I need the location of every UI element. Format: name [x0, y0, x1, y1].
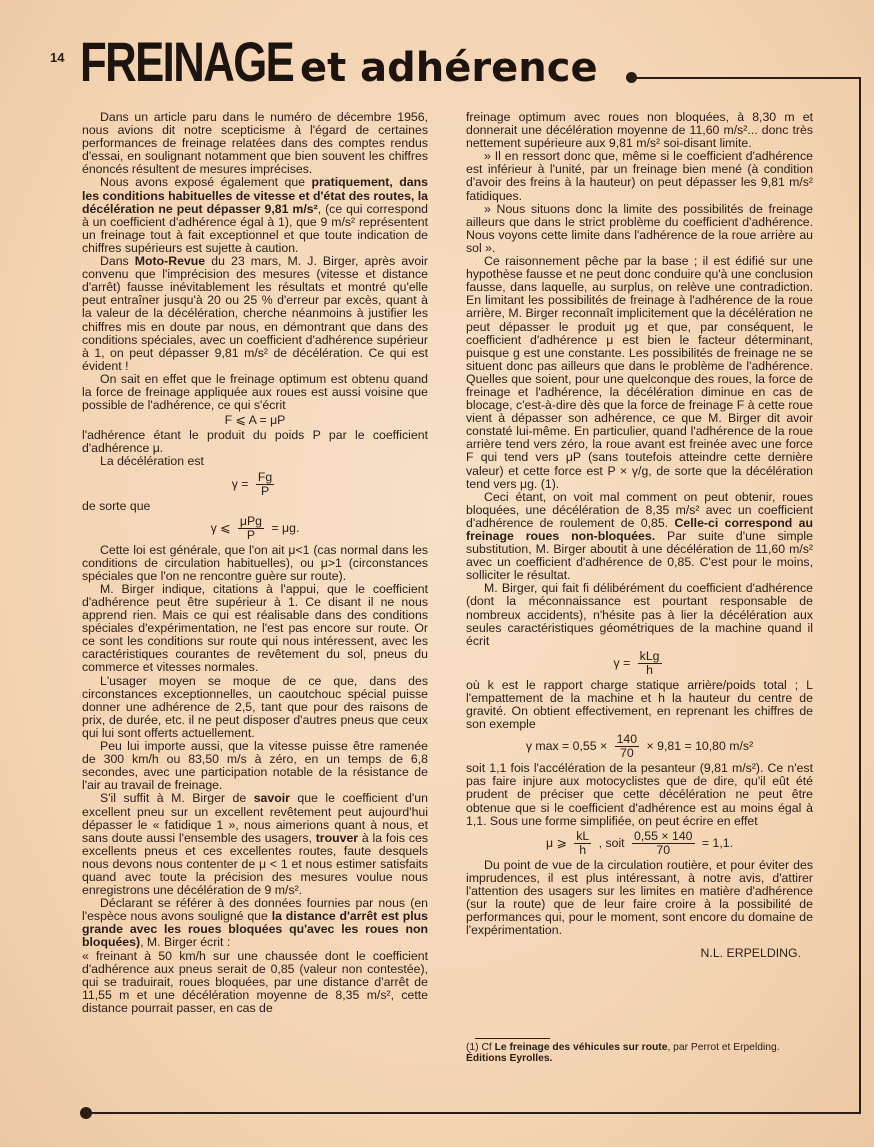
paragraph: L'usager moyen se moque de ce que, dans des circonstances exceptionnelles, un caoutchouc spécial puisse donner une adhérence de 2,5, tant que pour des raisons de prix, de durée, etc. il ne peut disposer d'autres pneus que ceux qui lui sont offerts actuellement.: [82, 673, 428, 740]
paragraph: Peu lui importe aussi, que la vitesse puisse être ramenée de 300 km/h ou 83,50 m/s à zéro, en un temps de 6,8 secondes, avec une participation notable de la résistance de l'air au travail de freinage.: [82, 739, 428, 793]
title-main: FREINAGE: [80, 30, 294, 93]
paragraph: » Nous situons donc la limite des possibilités de freinage ailleurs que dans le strict problème du coefficient d'adhérence. Nous voyons cette limite dans l'adhérence de la roue arrière au sol ».: [466, 201, 813, 255]
paragraph: S'il suffit à M. Birger de savoir que le coefficient d'un excellent pneu sur un excellent revêtement peut aujourd'hui dépasser le « fatidique 1 », nous aimerions quant à nous, et sans doute aussi l'ensemble des usagers, trouver à la fois ces excellents pneus et ces excellentes routes, faute desquels nous devons nous contenter de μ < 1 et nous estimer satisfaits quand avec toute la précision des mesures voulue nous enregistrons une décélération de 9 m/s².: [82, 791, 428, 898]
formula-gamma-max: γ max = 0,55 × $\frac{140}{70}$ × 9,81 = 10,80 m/s²: [525, 732, 754, 761]
paragraph: Dans un article paru dans le numéro de décembre 1956, nous avions dit notre scepticisme à l'égard de certaines performances de freinage relatées dans des comptes rendus d'essai, en soulignant notamment que bien souvent les chiffres énoncés résultent de mesures imprécises.: [82, 110, 428, 177]
paragraph: Du point de vue de la circulation routière, et pour éviter des imprudences, il est plus intéressant, à notre avis, d'attirer l'attention des usagers sur les limites en matière d'adhérence (sur la route) que de leur faire croire à la possibilité de performances qui, pour le moment, sont encore du domaine de l'expérimentation.: [466, 857, 813, 938]
paragraph: Cette loi est générale, que l'on ait μ<1 (cas normal dans les conditions de circulation habituelles), ou μ>1 (circonstances spéciales que l'on ne rencontre guère sur route).: [82, 542, 428, 583]
paragraph: Nous avons exposé également que pratiquement, dans les conditions habituelles de vitesse et d'état des routes, la décélération ne peut dépasser 9,81 m/s², (ce qui correspond à un coefficient d'adhérence égal à 1), que 9 m/s² représentent un freinage tout à fait exceptionnel et que toute indication de chiffres supérieurs est sujette à caution.: [82, 175, 428, 255]
footnote-rule: [475, 1038, 550, 1039]
paragraph: Ce raisonnement pêche par la base ; il est édifié sur une hypothèse fausse et ne peut donc conduire qu'à une conclusion fausse, dans laquelle, au surplus, on relève une contradiction. En limitant les possibilités de freinage à l'adhérence de la roue arrière, M. Birger reconnaît implicitement que la décélération ne peut dépasser le produit μg et que, par conséquent, le coefficient d'adhérence μ est bien le facteur déterminant, puisque g est une constante. Les possibilités de freinage ne se situent donc pas ailleurs que dans le problème de l'adhérence. Quelles que soient, pour une quelconque des roues, la force de freinage et l'adhérence, la décélération diminue en cas de blocage, c'est-à-dire dès que la force de freinage F à cette roue vient à dépasser son adhérence, ce que M. Birger dit avoir constaté lui-même. En particulier, quand l'adhérence de la roue arrière tend vers zéro, la roue avant est freinée avec une force F qui tend vers μP (sans toutefois atteindre cette dernière valeur) et cette force est P × γ/g, de sorte que la décélération tend vers μg. (1).: [466, 254, 813, 491]
paragraph: de sorte que: [82, 498, 151, 513]
right-rule: [859, 77, 861, 1114]
paragraph: Déclarant se référer à des données fournies par nous (en l'espèce nous avons souligné que la distance d'arrêt est plus grande avec les roues bloquées qu'avec les roues non bloquées), M. Birger écrit :: [82, 896, 428, 950]
formula-braking-force: F ⩽ A = μP: [224, 413, 286, 428]
paragraph: « freinant à 50 km/h sur une chaussée dont le coefficient d'adhérence aux pneus serait de 0,85 (valeur non contestée), qui se traduirait, roues bloquées, par une distance d'arrêt de 11,55 m et une décélération moyenne de 8,35 m/s², cette distance pourrait passer, en cas de: [82, 948, 428, 1015]
author-signature: N.L. ERPELDING.: [700, 946, 801, 961]
left-column: [82, 111, 428, 1015]
paragraph: M. Birger indique, citations à l'appui, que le coefficient d'adhérence peut être supérieur à 1. Ce disant il ne nous apprend rien. Mais ce qui est réalisable dans des conditions spéciales d'expérimentation, ne l'est pas encore sur route. Or ce sont les conditions sur route qui nous intéressent, avec les caractéristiques courantes de revêtement du sol, pneus du commerce et vitesses normales.: [82, 581, 428, 675]
article-title: [80, 30, 598, 93]
formula-mu-g: γ ⩽ $\frac{\text{μPg}}{P}$ = μg.: [210, 513, 300, 542]
paragraph: où k est le rapport charge statique arrière/poids total ; L l'empattement de la machine et h la hauteur du centre de gravité. On obtient effectivement, en reprenant les chiffres de son exemple: [466, 677, 813, 732]
paragraph: freinage optimum avec roues non bloquées, à 8,30 m et donnerait une décélération moyenne de 11,60 m/s²... donc très nettement supérieure aux 9,81 m/s² soi-disant limite.: [466, 110, 813, 151]
paragraph: Ceci étant, on voit mal comment on peut obtenir, roues bloquées, une décélération de 8,35 m/s² avec un coefficient d'adhérence de roulement de 0,85. Celle-ci correspond au freinage roues non-bloquées. Par suite d'une simple substitution, M. Birger aboutit à une décélération de 11,60 m/s² avec un coefficient d'adhérence de 0,85. C'est pour le moins, solliciter le résultat.: [466, 489, 814, 583]
paragraph: Dans Moto-Revue du 23 mars, M. J. Birger, après avoir convenu que l'imprécision des mesures (vitesse et distance d'arrêt) fausse inévitablement les résultats et montré qu'elle peut entraîner jusqu'à 20 ou 25 % d'erreur par excès, quant à la valeur de la décélération, cherche néanmoins à justifier les chiffres mis en doute par nous, en démontrant que dans des conditions spéciales, avec un coefficient d'adhérence supérieur à 1, on peut dépasser 9,81 m/s² de décélération. Ce qui est évident !: [82, 254, 428, 373]
formula-mu-min: μ ⩾ $\frac{kL}{h}$ , soit $\frac{0,55 \times 140}{70}$ = 1,1.: [545, 828, 734, 857]
formula-deceleration: γ = $\frac{Fg}{P}$: [231, 469, 273, 498]
bottom-bullet: [80, 1107, 92, 1119]
paragraph: On sait en effet que le freinage optimum est obtenu quand la force de freinage appliquée aux roues est aussi voisine que possible de l'adhérence, ce qui s'écrit: [82, 371, 428, 413]
paragraph: soit 1,1 fois l'accélération de la pesanteur (9,81 m/s²). Ce n'est pas faire injure aux motocyclistes que de dire, qu'il eût été prudent de préciser que cette décélération ne peut être obtenue que si le coefficient d'adhérence est au moins égal à 1,1. Sous une forme simplifiée, on peut écrire en effet: [466, 761, 813, 828]
paragraph: » Il en ressort donc que, même si le coefficient d'adhérence est inférieur à l'unité, par un freinage bien mené (à condition d'avoir des freins à la hauteur) on peut dépasser les 9,81 m/s² fatidiques.: [466, 149, 813, 203]
paragraph: M. Birger, qui fait fi délibérément du coefficient d'adhérence (dont la méconnaissance est pourtant responsable de nombreux accidents), n'hésite pas à lier la décélération aux seules caractéristiques géométriques de la machine quand il écrit: [466, 581, 813, 648]
paragraph: La décélération est: [100, 454, 204, 469]
top-rule: [634, 77, 861, 79]
title-rest: et adhérence: [300, 45, 598, 91]
formula-klg-h: γ = $\frac{\text{kLg}}{h}$: [613, 648, 660, 677]
bottom-rule: [86, 1112, 861, 1114]
right-column: [466, 111, 813, 960]
footnote: (1) Cf Le freinage des véhicules sur route, par Perrot et Erpelding. Éditions Eyrolles.: [466, 1042, 780, 1064]
page-number: 14: [50, 50, 65, 65]
paragraph: l'adhérence étant le produit du poids P par le coefficient d'adhérence μ.: [82, 428, 428, 456]
